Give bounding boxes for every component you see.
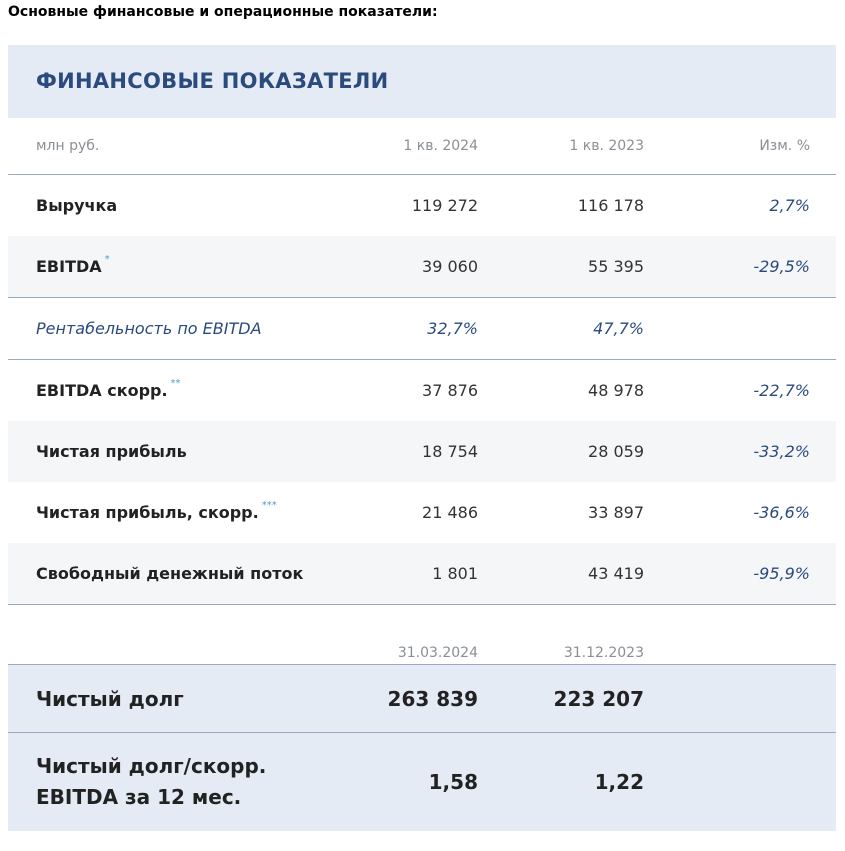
table-row-ebitda-margin bbox=[8, 298, 836, 360]
row-label-text: Рентабельность по EBITDA bbox=[36, 319, 262, 338]
row-value-period2: 1,22 bbox=[594, 770, 644, 794]
table-row-revenue bbox=[8, 175, 836, 236]
row-label-text: EBITDA bbox=[36, 257, 102, 276]
row-label bbox=[36, 733, 266, 831]
row-value-period1: 18 754 bbox=[422, 442, 478, 461]
financial-table bbox=[8, 45, 836, 831]
row-value-period2: 33 897 bbox=[588, 503, 644, 522]
row-value-period1: 37 876 bbox=[422, 381, 478, 400]
dates-row bbox=[8, 605, 836, 665]
row-value-period1: 32,7% bbox=[427, 319, 478, 338]
row-label bbox=[36, 543, 303, 604]
row-value-period1: 263 839 bbox=[387, 686, 478, 711]
row-value-period2: 28 059 bbox=[588, 442, 644, 461]
footnote-mark: ** bbox=[170, 378, 181, 389]
row-label-line2: EBITDA за 12 мес. bbox=[36, 785, 242, 809]
section-title: ФИНАНСОВЫЕ ПОКАЗАТЕЛИ bbox=[36, 69, 389, 93]
row-value-period1: 1,58 bbox=[428, 770, 478, 794]
table-row-adjusted-net-profit bbox=[8, 482, 836, 543]
row-value-period1: 1 801 bbox=[432, 564, 478, 583]
row-label-text: Чистая прибыль, скорр. bbox=[36, 503, 259, 522]
row-label bbox=[36, 360, 181, 421]
row-label bbox=[36, 175, 117, 236]
row-value-period2: 48 978 bbox=[588, 381, 644, 400]
date-period2: 31.12.2023 bbox=[563, 644, 644, 661]
row-value-period1: 119 272 bbox=[411, 196, 478, 215]
date-period1: 31.03.2024 bbox=[397, 644, 478, 661]
intro-text: Основные финансовые и операционные показатели: bbox=[8, 4, 438, 20]
footnote-mark: *** bbox=[261, 500, 277, 511]
column-change: Изм. % bbox=[759, 138, 810, 154]
row-change: -22,7% bbox=[753, 381, 810, 400]
row-label bbox=[36, 421, 187, 482]
row-label-line1: Чистый долг/скорр. bbox=[36, 754, 267, 778]
row-change: 2,7% bbox=[769, 196, 810, 215]
row-value-period2: 116 178 bbox=[577, 196, 644, 215]
table-row-net-debt bbox=[8, 665, 836, 733]
row-label bbox=[36, 236, 110, 297]
row-change: -95,9% bbox=[753, 564, 810, 583]
row-change: -29,5% bbox=[753, 257, 810, 276]
row-label-text: Свободный денежный поток bbox=[36, 564, 304, 583]
table-row-ebitda bbox=[8, 236, 836, 298]
column-header-row bbox=[8, 118, 836, 175]
column-period1: 1 кв. 2024 bbox=[403, 138, 478, 154]
table-row-leverage bbox=[8, 733, 836, 831]
section-header bbox=[8, 45, 836, 118]
row-value-period2: 55 395 bbox=[588, 257, 644, 276]
row-label: Чистый долг bbox=[36, 686, 184, 711]
table-row-adjusted-ebitda bbox=[8, 360, 836, 421]
table-row-free-cash-flow bbox=[8, 543, 836, 605]
row-value-period1: 39 060 bbox=[422, 257, 478, 276]
row-label-text: Чистая прибыль bbox=[36, 442, 187, 461]
row-change: -36,6% bbox=[753, 503, 810, 522]
column-unit: млн руб. bbox=[36, 138, 100, 154]
row-value-period1: 21 486 bbox=[422, 503, 478, 522]
row-change: -33,2% bbox=[753, 442, 810, 461]
row-label bbox=[36, 298, 262, 359]
row-label bbox=[36, 482, 277, 543]
row-value-period2: 43 419 bbox=[588, 564, 644, 583]
column-period2: 1 кв. 2023 bbox=[569, 138, 644, 154]
row-label-text: Выручка bbox=[36, 196, 118, 215]
row-label-text: EBITDA скорр. bbox=[36, 381, 168, 400]
footnote-mark: * bbox=[104, 254, 110, 265]
row-value-period2: 223 207 bbox=[553, 686, 644, 711]
row-value-period2: 47,7% bbox=[593, 319, 644, 338]
table-row-net-profit bbox=[8, 421, 836, 482]
